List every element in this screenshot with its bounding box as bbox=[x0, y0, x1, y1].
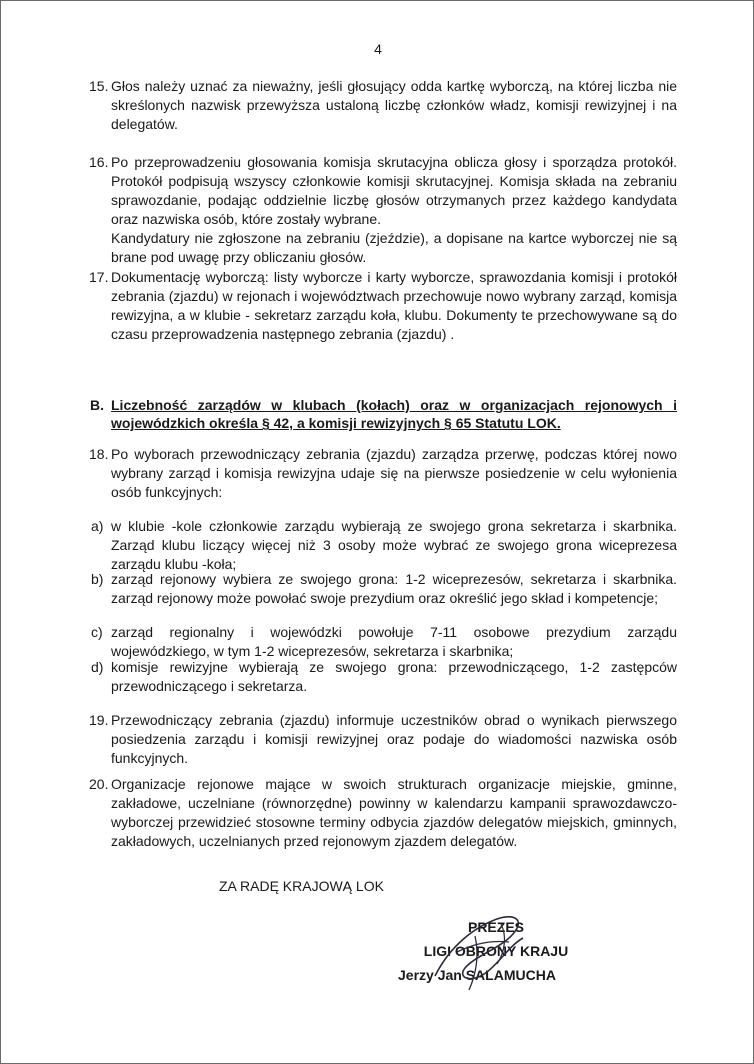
signatory-organization: LIGI OBRONY KRAJU bbox=[423, 943, 569, 959]
paragraph-text-continued: Kandydatury nie zgłoszone na zebraniu (zjeździe), a dopisane na kartce wyborczej nie są brane pod uwagę przy obliczaniu głosów. bbox=[111, 230, 677, 265]
list-text: komisje rewizyjne wybierają ze swojego grona: przewodniczącego, 1-2 zastępców przewodniczącego i sekretarza. bbox=[111, 659, 677, 694]
list-text: zarząd rejonowy wybiera ze swojego grona: 1-2 wiceprezesów, sekretarza i skarbnika. zarząd rejonowy może powołać swoje prezydium oraz określić jego skład i kompetencje; bbox=[111, 571, 677, 606]
section-b-heading bbox=[91, 396, 677, 432]
list-text: zarząd regionalny i wojewódzki powołuje 7-11 osobowe prezydium zarządu wojewódzkiego, w tym 1-2 wiceprezesów, sekretarza i skarbnika; bbox=[111, 624, 677, 659]
paragraph-label: 18. bbox=[89, 446, 109, 462]
paragraph-text: Dokumentację wyborczą: listy wyborcze i karty wyborcze, sprawozdania komisji i protokół zebrania (zjazdu) w rejonach i województwach przechowuje nowo wybrany zarząd, komisja rewizyjna, a w klubie - sekretarz zarządu koła, klubu. Dokumenty te przechowywane są do czasu przeprowadzenia następnego zebrania (zjazdu) . bbox=[111, 269, 677, 342]
list-label: d) bbox=[91, 659, 104, 675]
paragraph-label: 15. bbox=[89, 78, 109, 94]
list-label: a) bbox=[91, 518, 104, 534]
paragraph-label: 19. bbox=[89, 712, 109, 728]
list-label: c) bbox=[91, 624, 103, 640]
section-title: Liczebność zarządów w klubach (kołach) oraz w organizacjach rejonowych i wojewódzkich określa § 42, a komisji rewizyjnych § 65 Statutu LOK. bbox=[111, 397, 677, 431]
paragraph-text: Organizacje rejonowe mające w swoich strukturach organizacje miejskie, gminne, zakładowe, uczelniane (równorzędne) powinny w kalendarzu kampanii sprawozdawczo-wyborczej przewidzieć stosowne terminy odbycia zjazdów delegatów miejskich, gminnych, zakładowych, uczelnianych przed rejonowym zjazdem delegatów. bbox=[111, 776, 677, 849]
handwritten-signature bbox=[405, 906, 555, 996]
signatory-title: PREZES bbox=[467, 919, 524, 935]
list-label: b) bbox=[91, 571, 104, 587]
page-number: 4 bbox=[374, 41, 382, 57]
paragraph-text: Po przeprowadzeniu głosowania komisja skrutacyjna oblicza głosy i sporządza protokół. Protokół podpisują wszyscy członkowie komisji skrutacyjnej. Komisja składa na zebraniu sprawozdanie, podając oddzielnie liczbę głosów otrzymanych przez każdego kandydata oraz nazwiska osób, które zostały wybrane. bbox=[111, 154, 677, 227]
list-text: w klubie -kole członkowie zarządu wybierają ze swojego grona sekretarza i skarbnika. Zarząd klubu liczący więcej niż 3 osoby może wybrać ze swojego grona wiceprezesa zarządu klubu -koła; bbox=[111, 518, 677, 572]
paragraph-label: 16. bbox=[89, 154, 109, 170]
paragraph-label: 20. bbox=[89, 776, 109, 792]
closing-line: ZA RADĘ KRAJOWĄ LOK bbox=[219, 878, 384, 894]
paragraph-text: Głos należy uznać za nieważny, jeśli głosujący odda kartkę wyborczą, na której liczba nie skreślonych nazwisk przewyższa ustaloną liczbę członków władz, komisji rewizyjnej i na delegatów. bbox=[111, 78, 677, 132]
section-label: B. bbox=[90, 397, 104, 413]
paragraph-text: Przewodniczący zebrania (zjazdu) informuje uczestników obrad o wynikach pierwszego posiedzenia zarządu i komisji rewizyjnej oraz podaje do wiadomości nazwiska osób funkcyjnych. bbox=[111, 712, 677, 766]
paragraph-label: 17. bbox=[89, 269, 109, 285]
paragraph-text: Po wyborach przewodniczący zebrania (zjazdu) zarządza przerwę, podczas której nowo wybrany zarząd i komisja rewizyjna udaje się na pierwsze posiedzenie w celu wyłonienia osób funkcyjnych: bbox=[111, 446, 677, 500]
signatory-name: Jerzy Jan SALAMUCHA bbox=[398, 967, 556, 983]
